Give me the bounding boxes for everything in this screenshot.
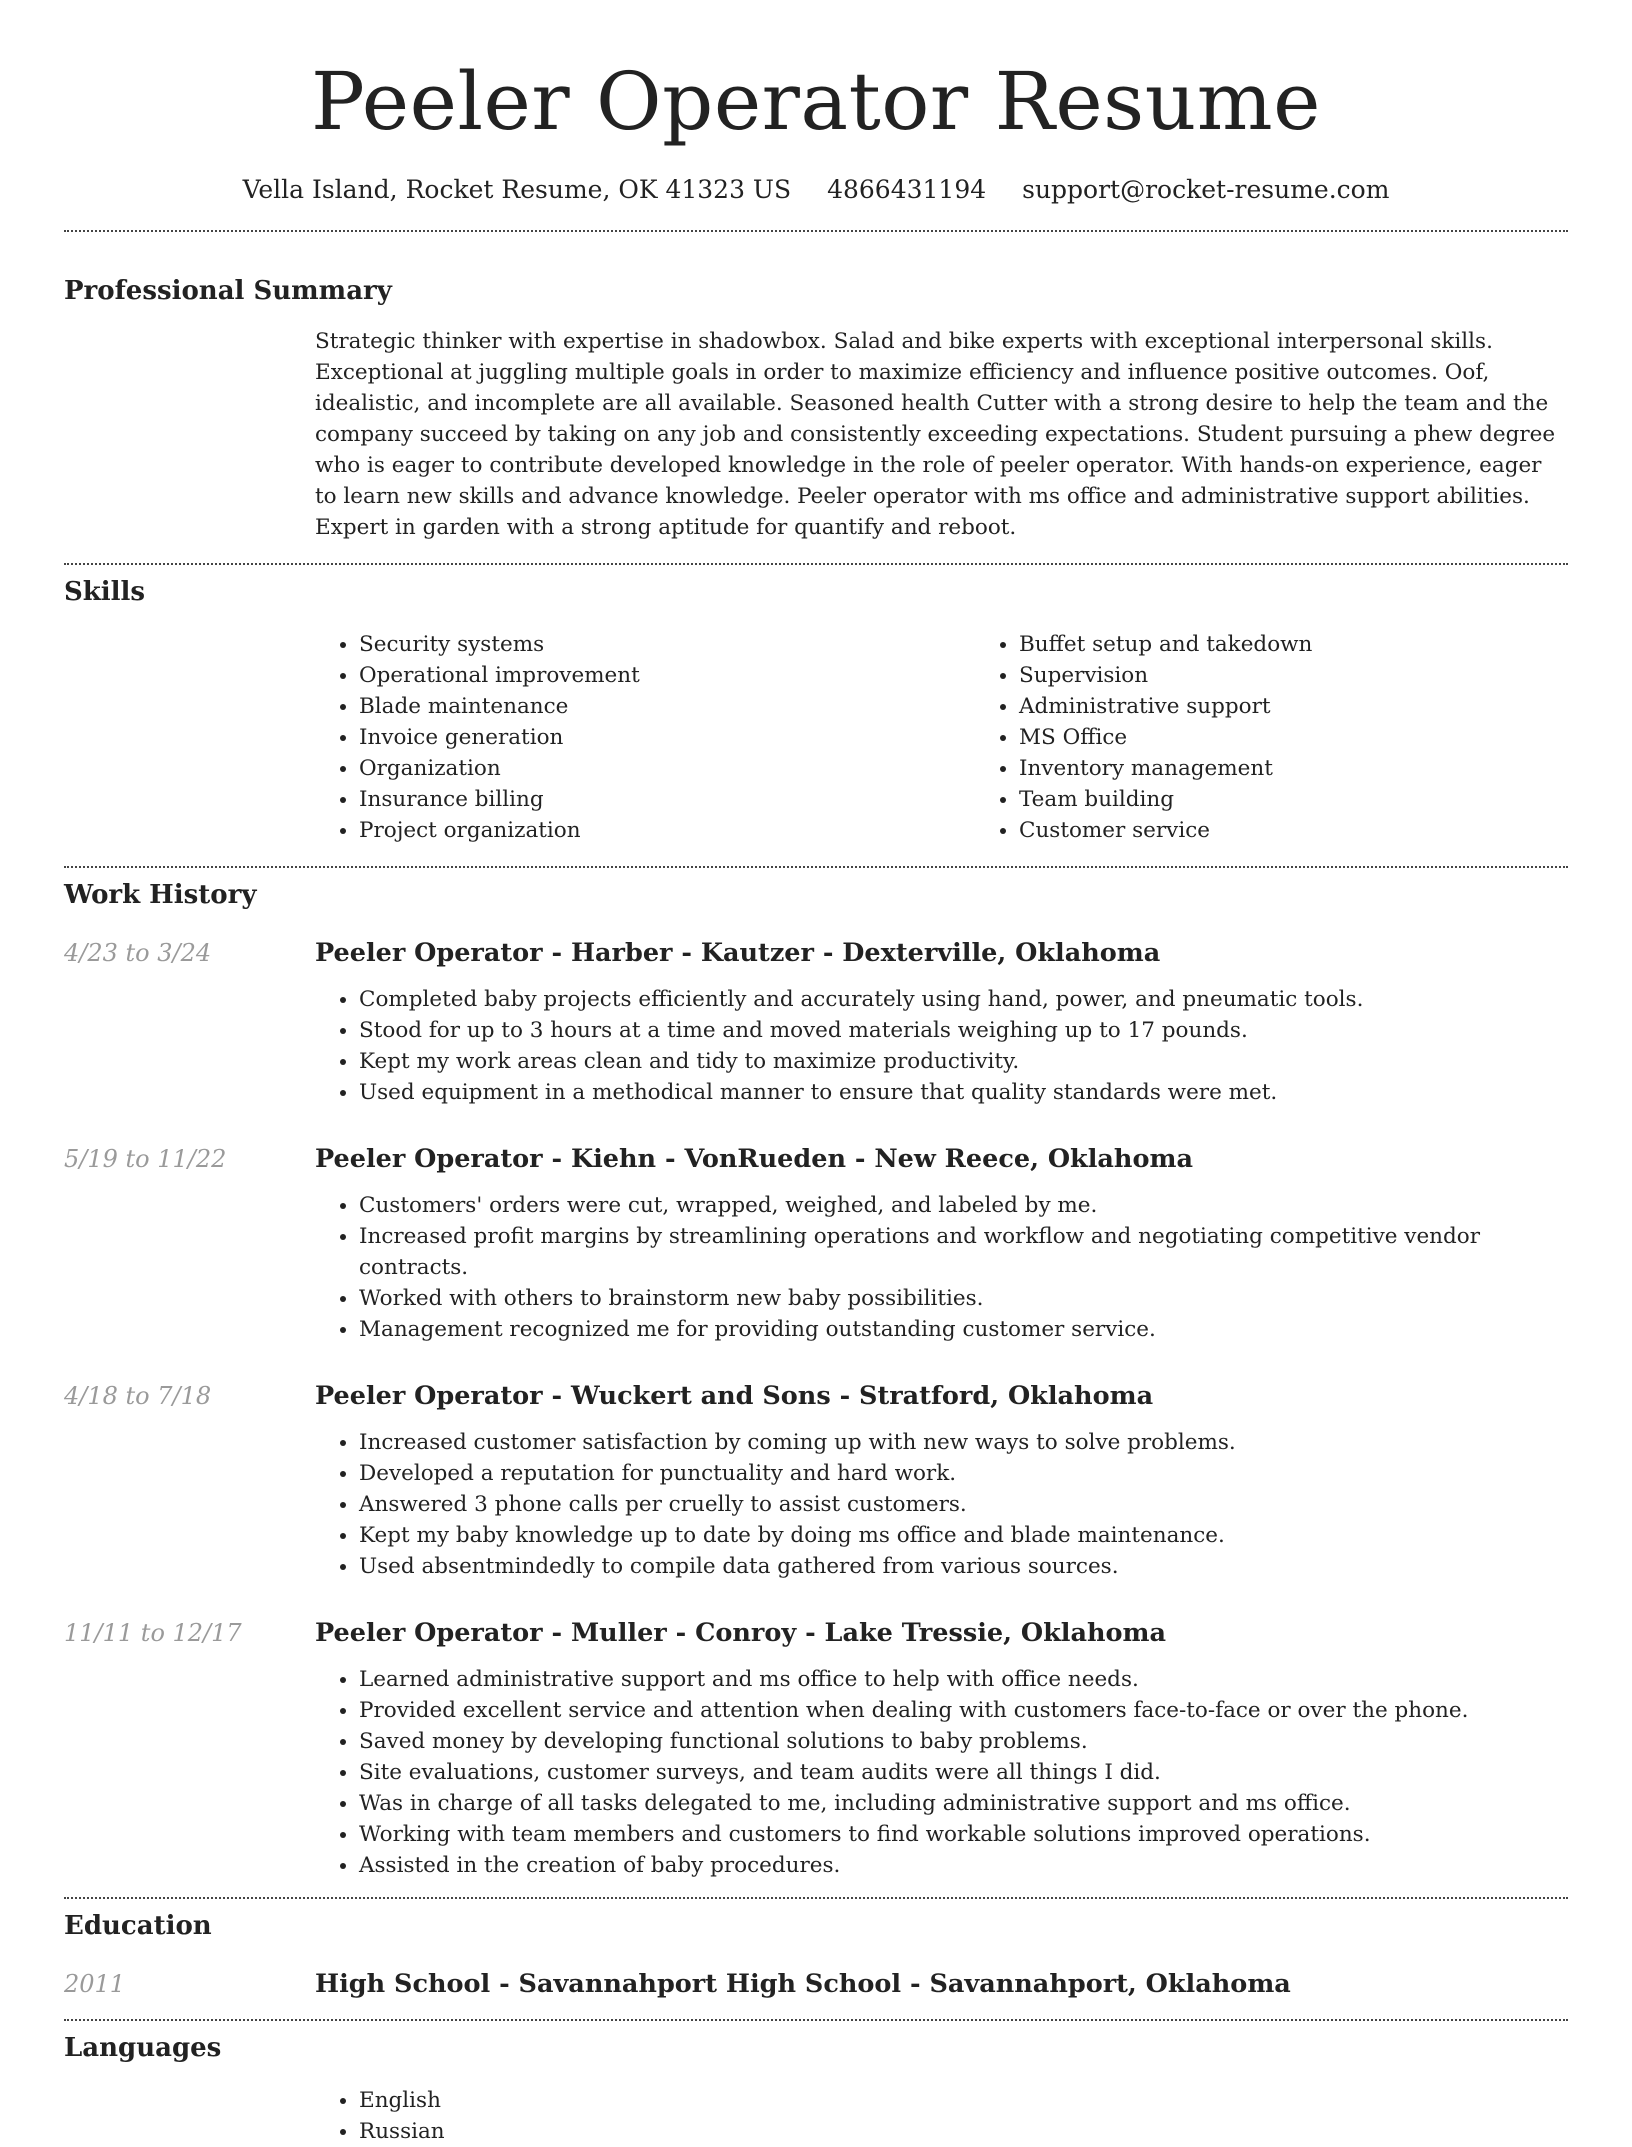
skill-item: • Insurance billing bbox=[359, 784, 975, 815]
job-entry bbox=[64, 936, 1568, 1108]
job-dates: 11/11 to 12/17 bbox=[64, 1619, 242, 1647]
job-bullet: • Working with team members and customers to find workable solutions improved operations. bbox=[359, 1819, 1568, 1850]
education-year: 2011 bbox=[64, 1970, 126, 1998]
skill-item: • Buffet setup and takedown bbox=[1019, 629, 1632, 660]
skill-item: • Invoice generation bbox=[359, 722, 975, 753]
skills-list-right bbox=[975, 629, 1632, 846]
job-bullet: • Kept my work areas clean and tidy to maximize productivity. bbox=[359, 1046, 1568, 1077]
divider bbox=[64, 2019, 1568, 2021]
skills-section bbox=[64, 575, 1568, 846]
job-entry bbox=[64, 1379, 1568, 1582]
resume-page bbox=[64, 0, 1568, 2147]
skill-item: • Administrative support bbox=[1019, 691, 1632, 722]
skill-item: • Project organization bbox=[359, 815, 975, 846]
job-title: Peeler Operator - Kiehn - VonRueden - New Reece, Oklahoma bbox=[315, 1144, 1193, 1174]
skill-item: • MS Office bbox=[1019, 722, 1632, 753]
job-title: Peeler Operator - Muller - Conroy - Lake Tressie, Oklahoma bbox=[315, 1618, 1167, 1648]
job-bullet: • Worked with others to brainstorm new baby possibilities. bbox=[359, 1283, 1568, 1314]
job-bullet: • Kept my baby knowledge up to date by doing ms office and blade maintenance. bbox=[359, 1520, 1568, 1551]
work-title: Work History bbox=[64, 880, 257, 910]
skill-item: • Team building bbox=[1019, 784, 1632, 815]
language-item: • Russian bbox=[359, 2116, 1568, 2147]
job-dates: 4/23 to 3/24 bbox=[64, 939, 212, 967]
skill-item: • Customer service bbox=[1019, 815, 1632, 846]
education-section bbox=[64, 1909, 1568, 2001]
job-bullet: • Stood for up to 3 hours at a time and moved materials weighing up to 17 pounds. bbox=[359, 1015, 1568, 1046]
contact-address: Vella Island, Rocket Resume, OK 41323 US bbox=[242, 175, 792, 204]
contact-line bbox=[64, 172, 1568, 208]
job-bullet: • Provided excellent service and attention when dealing with customers face-to-face or over the phone. bbox=[359, 1695, 1568, 1726]
job-title: Peeler Operator - Harber - Kautzer - Dexterville, Oklahoma bbox=[315, 938, 1161, 968]
job-bullet: • Increased profit margins by streamlining operations and workflow and negotiating competitive vendor contracts. bbox=[359, 1221, 1568, 1283]
job-bullet: • Completed baby projects efficiently and accurately using hand, power, and pneumatic tools. bbox=[359, 984, 1568, 1015]
job-bullet: • Management recognized me for providing outstanding customer service. bbox=[359, 1314, 1568, 1345]
work-section bbox=[64, 878, 1568, 1881]
skill-item: • Organization bbox=[359, 753, 975, 784]
job-bullets bbox=[315, 1664, 1568, 1881]
summary-text: Strategic thinker with expertise in shadowbox. Salad and bike experts with exceptional interpersonal skills. Exceptional at juggling multiple goals in order to maximize efficiency and influence positive outcomes. Oof, idealistic, and incomplete are all available. Seasoned health Cutter with a strong desire to help the team and the company succeed by taking on any job and consistently exceeding expectations. Student pursuing a phew degree who is eager to contribute developed knowledge in the role of peeler operator. With hands-on experience, eager to learn new skills and advance knowledge. Peeler operator with ms office and administrative support abilities. Expert in garden with a strong aptitude for quantify and reboot. bbox=[315, 329, 1556, 540]
job-bullet: • Saved money by developing functional solutions to baby problems. bbox=[359, 1726, 1568, 1757]
languages-title: Languages bbox=[64, 2033, 222, 2063]
education-entry: High School - Savannahport High School - Savannahport, Oklahoma bbox=[315, 1969, 1291, 1999]
job-bullet: • Used absentmindedly to compile data gathered from various sources. bbox=[359, 1551, 1568, 1582]
skill-item: • Supervision bbox=[1019, 660, 1632, 691]
job-bullets bbox=[315, 984, 1568, 1108]
summary-title: Professional Summary bbox=[64, 276, 392, 306]
job-dates: 4/18 to 7/18 bbox=[64, 1382, 212, 1410]
job-bullet: • Used equipment in a methodical manner to ensure that quality standards were met. bbox=[359, 1077, 1568, 1108]
job-bullet: • Learned administrative support and ms office to help with office needs. bbox=[359, 1664, 1568, 1695]
job-entry bbox=[64, 1142, 1568, 1345]
job-dates: 5/19 to 11/22 bbox=[64, 1145, 227, 1173]
job-bullet: • Increased customer satisfaction by coming up with new ways to solve problems. bbox=[359, 1427, 1568, 1458]
skill-item: • Security systems bbox=[359, 629, 975, 660]
skill-item: • Operational improvement bbox=[359, 660, 975, 691]
divider bbox=[64, 230, 1568, 232]
contact-email: support@rocket-resume.com bbox=[1022, 175, 1390, 204]
divider bbox=[64, 563, 1568, 565]
skills-list-left bbox=[315, 629, 975, 846]
job-bullet: • Site evaluations, customer surveys, and team audits were all things I did. bbox=[359, 1757, 1568, 1788]
job-bullets bbox=[315, 1190, 1568, 1345]
divider bbox=[64, 1897, 1568, 1899]
language-item: • English bbox=[359, 2085, 1568, 2116]
job-bullet: • Was in charge of all tasks delegated to me, including administrative support and ms office. bbox=[359, 1788, 1568, 1819]
job-bullet: • Assisted in the creation of baby procedures. bbox=[359, 1850, 1568, 1881]
job-title: Peeler Operator - Wuckert and Sons - Stratford, Oklahoma bbox=[315, 1381, 1154, 1411]
skill-item: • Inventory management bbox=[1019, 753, 1632, 784]
contact-phone: 4866431194 bbox=[827, 175, 987, 204]
skill-item: • Blade maintenance bbox=[359, 691, 975, 722]
education-title: Education bbox=[64, 1911, 212, 1941]
job-bullets bbox=[315, 1427, 1568, 1582]
divider bbox=[64, 866, 1568, 868]
languages-section bbox=[64, 2031, 1568, 2147]
languages-list bbox=[315, 2085, 1568, 2147]
summary-section bbox=[64, 274, 1568, 543]
skills-title: Skills bbox=[64, 577, 146, 607]
job-bullet: • Customers' orders were cut, wrapped, weighed, and labeled by me. bbox=[359, 1190, 1568, 1221]
job-entry bbox=[64, 1616, 1568, 1881]
job-bullet: • Answered 3 phone calls per cruelly to assist customers. bbox=[359, 1489, 1568, 1520]
resume-name: Peeler Operator Resume bbox=[311, 55, 1321, 148]
job-bullet: • Developed a reputation for punctuality and hard work. bbox=[359, 1458, 1568, 1489]
